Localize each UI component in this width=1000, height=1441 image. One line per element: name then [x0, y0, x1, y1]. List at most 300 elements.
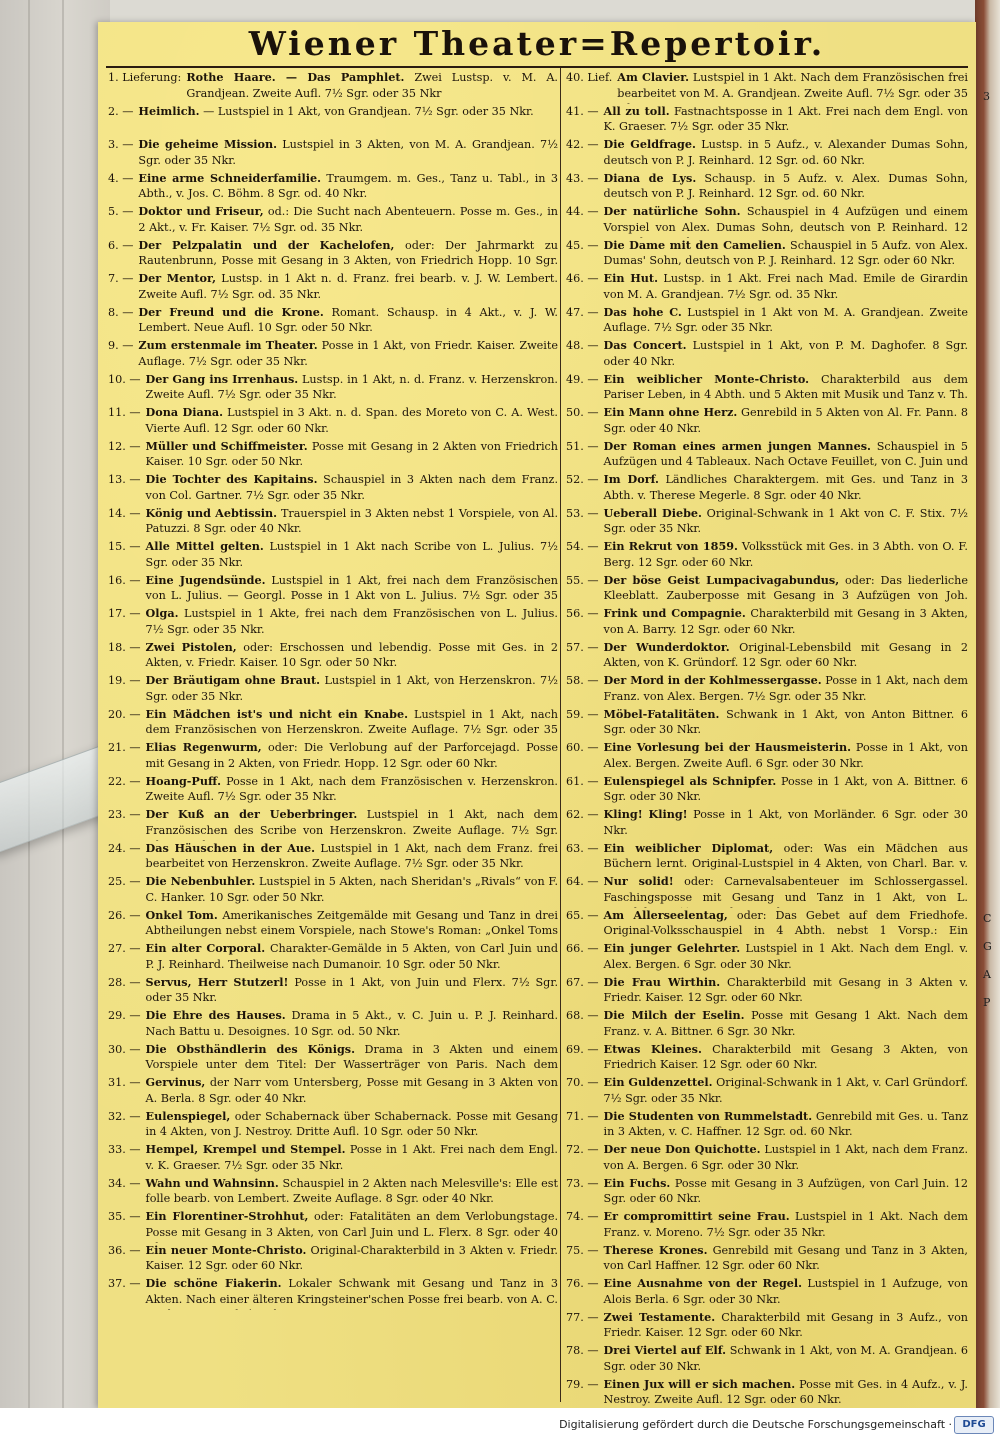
entry-number: 70. — [566, 1076, 599, 1089]
entry-number: 58. — [566, 674, 599, 687]
list-item [566, 539, 968, 573]
play-title: Doktor und Friseur, [138, 204, 264, 218]
play-title: Die schöne Fiakerin. [145, 1276, 282, 1290]
entry-body [604, 640, 968, 674]
list-item [566, 1008, 968, 1042]
play-title: Heimlich. [138, 103, 200, 118]
entry-number: 45. — [566, 238, 599, 252]
entry-number: 57. — [566, 640, 599, 654]
entry-number: 22. — [108, 774, 141, 788]
play-description: Lustspiel in 1 Akt, frei nach dem Französischen von L. Julius. — Georgl. Posse in 1 Akt von L. Julius. 7½ Sgr. oder 35 [145, 573, 558, 602]
entry-number: 49. — [566, 372, 599, 386]
right-column [566, 70, 968, 1410]
list-item [566, 137, 968, 171]
list-item [108, 70, 558, 104]
entry-number: 50. — [566, 406, 599, 419]
play-title: Rothe Haare. — Das Pamphlet. [186, 70, 405, 84]
play-title: Zum erstenmale im Theater. [138, 338, 318, 352]
play-description: Zwei Lustsp. v. M. A. Grandjean. Zweite Aufl. 7½ Sgr. oder 35 Nkr [186, 71, 558, 100]
entry-number: 17. — [108, 607, 141, 620]
entry-body [604, 774, 968, 808]
entry-body [146, 1042, 558, 1076]
column-divider [560, 68, 561, 1402]
play-title: Die Obsthändlerin des Königs. [145, 1041, 355, 1056]
list-item [108, 506, 558, 540]
entry-body [604, 104, 968, 138]
entry-number: 43. — [566, 171, 599, 185]
entry-number: 21. — [108, 741, 141, 754]
play-description: Ländliches Charaktergem. mit Ges. und Tanz in 3 Abth. v. Therese Megerle. 8 Sgr. oder 40 Nkr. [603, 473, 968, 502]
play-title: Eine Vorlesung bei der Hausmeisterin. [603, 740, 852, 754]
entry-body [138, 204, 558, 238]
entry-body [604, 1310, 968, 1344]
entry-body [604, 975, 968, 1009]
play-title: Nur solid! [603, 874, 674, 888]
entry-number: 66. — [566, 942, 599, 955]
entry-body [604, 271, 968, 305]
play-title: Dona Diana. [145, 405, 224, 419]
entry-number: 44. — [566, 205, 599, 218]
play-title: Möbel-Fatalitäten. [603, 706, 720, 721]
play-description: Lustspiel in 1 Akt, von Herzenskron. 7½ Sgr. oder 35 Nkr. [145, 674, 558, 703]
list-item [566, 640, 968, 674]
play-title: Diana de Lys. [603, 170, 697, 185]
entry-number: 26. — [108, 908, 141, 922]
play-title: Zwei Pistolen, [145, 639, 237, 654]
entry-body [146, 774, 558, 808]
list-item [566, 204, 968, 238]
entry-body [604, 874, 968, 908]
list-item [108, 774, 558, 808]
play-description: Drama in 3 Akten und einem Vorspiele unter dem Titel: Der Wasserträger von Paris. Nach dem [145, 1042, 558, 1071]
list-item [108, 171, 558, 205]
play-title: Etwas Kleines. [603, 1041, 702, 1056]
dfg-logo: DFG [954, 1416, 994, 1434]
edge-fragment: G [983, 940, 992, 953]
play-description: Lustspiel in 1 Akt, nach dem Franz. von A. Bergen. 6 Sgr. oder 30 Nkr. [603, 1143, 968, 1172]
entry-body [138, 338, 558, 372]
entry-number: 27. — [108, 942, 141, 955]
list-item [566, 305, 968, 339]
play-description: Volksstück mit Ges. in 3 Abth. von O. F. Berg. 12 Sgr. oder 60 Nkr. [603, 540, 968, 569]
play-description: Posse in 1 Akt, von Juin und Flerx. 7½ Sgr. oder 35 Nkr. [145, 975, 558, 1004]
list-item [108, 539, 558, 573]
list-item [566, 606, 968, 640]
entry-number: 41. — [566, 104, 599, 118]
entry-body [146, 640, 558, 674]
list-item [108, 271, 558, 305]
play-title: Die Studenten von Rummelstadt. [603, 1108, 813, 1123]
play-description: Posse in 1 Akt, nach dem Franz. von Alex. Bergen. 7½ Sgr. oder 35 Nkr. [603, 674, 968, 703]
entry-body [138, 271, 558, 305]
list-item [566, 908, 968, 942]
list-item [108, 975, 558, 1009]
entry-body [146, 1243, 558, 1277]
list-item [108, 606, 558, 640]
play-title: Frink und Compagnie. [603, 606, 746, 620]
play-description: Lokaler Schwank mit Gesang und Tanz in 3 Akten. Nach einer älteren Kringsteiner'schen Posse frei bearb. von A. C. [145, 1277, 558, 1306]
list-item [108, 740, 558, 774]
list-item [566, 941, 968, 975]
entry-number: 18. — [108, 640, 141, 654]
entry-number: 16. — [108, 573, 141, 587]
entry-body [146, 573, 558, 607]
list-item [108, 841, 558, 875]
play-title: Wahn und Wahnsinn. [145, 1175, 279, 1190]
play-description: oder: Erschossen und lebendig. Posse mit Ges. in 2 Akten, v. Friedr. Kaiser. 10 Sgr. oder 50 Nkr. [145, 640, 558, 669]
play-description: oder Schabernack über Schabernack. Posse mit Gesang in 4 Akten, von J. Nestroy. Dritte Aufl. 10 Sgr. oder 50 Nkr. [145, 1109, 558, 1138]
play-title: Die Nebenbuhler. [145, 874, 256, 888]
entry-body [604, 238, 968, 272]
entry-body [138, 137, 558, 171]
play-title: Müller und Schiffmeister. [145, 438, 308, 453]
play-description: Posse mit Gesang in 3 Aufzügen, von Carl Juin. 12 Sgr. oder 60 Nkr. [603, 1176, 968, 1205]
play-title: Das hohe C. [603, 304, 682, 319]
entry-number: 13. — [108, 473, 141, 486]
board-edge [62, 0, 64, 1408]
play-description: oder: Der Jahrmarkt zu Rautenbrunn, Posse mit Gesang in 3 Akten, von Friedrich Hopp. 10 Sgr. [138, 238, 558, 267]
entry-body [146, 405, 558, 439]
play-title: Der natürliche Sohn. [603, 204, 741, 218]
list-item [108, 908, 558, 942]
play-description: Lustspiel in 1 Akt, nach dem Französischen von Herzenskron. Zweite Auflage. 7½ Sgr. oder 35 [145, 707, 558, 736]
list-item [108, 439, 558, 473]
play-title: Der Gang ins Irrenhaus. [145, 371, 299, 386]
entry-body [186, 70, 558, 104]
list-item [566, 1209, 968, 1243]
list-item [566, 1343, 968, 1377]
entry-number: 56. — [566, 607, 599, 620]
play-description: Trauerspiel in 3 Akten nebst 1 Vorspiele, von Al. Patuzzi. 8 Sgr. oder 40 Nkr. [145, 506, 558, 535]
entry-body [604, 1276, 968, 1310]
entry-body [146, 472, 558, 506]
entry-number: 19. — [108, 674, 141, 687]
play-description: Schauspiel in 2 Akten nach Melesville's: Elle est folle bearb. von Lembert. Zweite Auflage. 8 Sgr. oder 40 Nkr. [145, 1176, 558, 1205]
list-item [566, 104, 968, 138]
list-item [108, 941, 558, 975]
entry-body [604, 1343, 968, 1377]
entry-body [146, 807, 558, 841]
play-description: Charakterbild mit Gesang in 3 Aufz., von Friedr. Kaiser. 12 Sgr. oder 60 Nkr. [603, 1310, 968, 1339]
play-description: Schauspiel in 5 Aufzügen und 4 Tableaux. Nach Octave Feuillet, von C. Juin und [603, 439, 968, 468]
play-description: oder: Fatalitäten an dem Verlobungstage. Posse mit Gesang in 3 Akten, von Carl Juin und L. Flerx. 8 Sgr. oder 40 [145, 1210, 558, 1239]
play-title: Die Geldfrage. [603, 137, 696, 151]
play-description: Original-Schwank in 1 Akt von C. F. Stix. 7½ Sgr. oder 35 Nkr. [603, 506, 968, 535]
list-item [566, 673, 968, 707]
play-title: Er compromittirt seine Frau. [603, 1209, 790, 1223]
entry-body [146, 606, 558, 640]
entry-number: 75. — [566, 1243, 599, 1257]
entry-number: 79. — [566, 1377, 599, 1391]
play-description: Posse in 1 Akt, von Friedr. Kaiser. Zweite Auflage. 7½ Sgr. oder 35 Nkr. [138, 339, 558, 368]
play-title: Ein alter Corporal. [145, 941, 266, 955]
entry-number: 73. — [566, 1176, 599, 1190]
list-item [108, 1243, 558, 1277]
play-title: Hoang-Puff. [145, 773, 222, 788]
play-title: Ein Guldenzettel. [603, 1075, 713, 1089]
play-title: Die Frau Wirthin. [603, 974, 721, 989]
play-description: Schauspiel in 4 Aufzügen und einem Vorspiel von Alex. Dumas Sohn, deutsch von P. Reinhard. 12 [603, 205, 968, 234]
left-binding-board [0, 0, 110, 1408]
play-description: Posse in 1 Akt, von Morländer. 6 Sgr. oder 30 Nkr. [603, 808, 968, 837]
play-description: Lustspiel in 1 Akt, nach dem Französischen des Scribe von Herzenskron. Zweite Auflage. 7½ Sgr. [145, 808, 558, 837]
entry-number: 52. — [566, 473, 599, 486]
play-title: Servus, Herr Stutzerl! [145, 974, 289, 989]
play-title: Onkel Tom. [145, 907, 218, 922]
play-description: Schwank in 1 Akt, von M. A. Grandjean. 6 Sgr. oder 30 Nkr. [603, 1344, 968, 1373]
list-item [566, 439, 968, 473]
entry-body [604, 1377, 968, 1411]
play-description: Lustspiel in 3 Akt. n. d. Span. des Moreto von C. A. West. Vierte Aufl. 12 Sgr. oder 60 Nkr. [145, 406, 558, 435]
list-item [566, 1075, 968, 1109]
list-item [108, 573, 558, 607]
play-description: Genrebild mit Ges. u. Tanz in 3 Akten, v. C. Haffner. 12 Sgr. od. 60 Nkr. [603, 1109, 968, 1138]
entry-body [146, 1075, 558, 1109]
play-description: Lustspiel in 1 Akt nach Scribe von L. Julius. 7½ Sgr. oder 35 Nkr. [145, 540, 558, 569]
entry-number: 68. — [566, 1009, 599, 1022]
entry-body [604, 1008, 968, 1042]
entry-number: 29. — [108, 1009, 141, 1022]
entry-body [138, 171, 558, 205]
entry-body [146, 841, 558, 875]
list-item [108, 137, 558, 171]
play-title: Die Dame mit den Camelien. [603, 237, 786, 252]
list-item [108, 472, 558, 506]
play-title: Gervinus, [145, 1075, 206, 1089]
list-item [566, 707, 968, 741]
entry-body [146, 1209, 558, 1243]
play-title: Das Concert. [603, 338, 687, 352]
play-title: Die Tochter des Kapitains. [145, 472, 318, 486]
entry-number: 78. — [566, 1344, 599, 1357]
entry-body [604, 606, 968, 640]
play-title: Ein neuer Monte-Christo. [145, 1242, 307, 1257]
list-item [566, 338, 968, 372]
entry-body [146, 372, 558, 406]
list-item [108, 1008, 558, 1042]
play-description: Romant. Schausp. in 4 Akt., v. J. W. Lembert. Neue Aufl. 10 Sgr. oder 50 Nkr. [138, 305, 558, 334]
entry-number: 47. — [566, 305, 599, 319]
play-description: Original-Charakterbild in 3 Akten v. Friedr. Kaiser. 12 Sgr. oder 60 Nkr. [145, 1243, 558, 1272]
play-title: Der Roman eines armen jungen Mannes. [603, 438, 871, 453]
entry-body [604, 1142, 968, 1176]
list-item [566, 1176, 968, 1210]
entry-number: 63. — [566, 841, 599, 855]
entry-body [604, 372, 968, 406]
play-title: All zu toll. [603, 103, 670, 118]
play-title: Einen Jux will er sich machen. [603, 1376, 796, 1391]
play-title: König und Aebtissin. [145, 505, 278, 520]
play-title: Ein Mann ohne Herz. [603, 405, 738, 419]
play-title: Der Mord in der Kohlmessergasse. [603, 673, 822, 687]
play-title: Ein Florentiner-Strohhut, [145, 1209, 309, 1223]
right-page-edge [975, 0, 1000, 1408]
entry-body [604, 908, 968, 942]
entry-body [146, 1176, 558, 1210]
entry-body [146, 673, 558, 707]
play-title: Eine Jugendsünde. [145, 572, 266, 587]
entry-number: 23. — [108, 808, 141, 821]
play-title: Olga. [145, 606, 179, 620]
play-title: Am Allerseelentag, [603, 907, 728, 922]
list-item [566, 171, 968, 205]
footer-bar [0, 1408, 1000, 1441]
list-item [566, 271, 968, 305]
list-item [566, 975, 968, 1009]
entry-body [604, 673, 968, 707]
play-title: Der böse Geist Lumpacivagabundus, [603, 572, 840, 587]
entry-number: 69. — [566, 1042, 599, 1056]
entry-number: 53. — [566, 506, 599, 520]
entry-number: 30. — [108, 1042, 141, 1056]
entry-body [604, 807, 968, 841]
entry-number: 62. — [566, 808, 599, 821]
play-description: Posse in 1 Akt, von Alex. Bergen. Zweite Aufl. 6 Sgr. oder 30 Nkr. [603, 741, 968, 770]
list-item [108, 1109, 558, 1143]
entry-number: 54. — [566, 540, 599, 553]
list-item [566, 774, 968, 808]
entry-body [604, 1075, 968, 1109]
play-description: Schwank in 1 Akt, von Anton Bittner. 6 Sgr. oder 30 Nkr. [603, 707, 968, 736]
entry-number: 31. — [108, 1076, 141, 1089]
entry-body [604, 941, 968, 975]
play-description: oder: Die Verlobung auf der Parforcejagd. Posse mit Gesang in 2 Akten, von Friedr. Hopp. 12 Sgr. oder 60 Nkr. [145, 741, 558, 770]
list-item [108, 1042, 558, 1076]
entry-number: 40. Lief. [566, 71, 613, 84]
entry-body [604, 573, 968, 607]
play-title: Die geheime Mission. [138, 137, 277, 151]
list-item [108, 238, 558, 272]
list-item [566, 1276, 968, 1310]
entry-number: 11. — [108, 406, 141, 419]
list-item [108, 1209, 558, 1243]
play-description: Genrebild mit Gesang und Tanz in 3 Akten, von Carl Haffner. 12 Sgr. oder 60 Nkr. [603, 1243, 968, 1272]
play-description: Lustspiel in 1 Akt. Nach dem Franz. v. Moreno. 7½ Sgr. oder 35 Nkr. [603, 1210, 968, 1239]
entry-number: 37. — [108, 1277, 141, 1290]
list-item [566, 472, 968, 506]
list-item [108, 707, 558, 741]
entry-number: 74. — [566, 1210, 599, 1223]
list-item [566, 1377, 968, 1411]
entry-number: 15. — [108, 540, 141, 553]
play-description: Lustspiel in 1 Akte, frei nach dem Französischen von L. Julius. 7½ Sgr. oder 35 Nkr. [145, 607, 558, 636]
edge-fragment: A [983, 968, 991, 981]
play-description: oder: Das liederliche Kleeblatt. Zauberposse mit Gesang in 3 Aufzügen von Joh. [603, 573, 968, 602]
entry-number: 55. — [566, 573, 599, 587]
entry-body [146, 506, 558, 540]
entry-number: 71. — [566, 1109, 599, 1123]
play-description: Charakterbild mit Gesang 3 Akten, von Friedrich Kaiser. 12 Sgr. oder 60 Nkr. [603, 1042, 968, 1071]
entry-body [604, 204, 968, 238]
play-title: Ein Rekrut von 1859. [603, 539, 738, 553]
play-title: Kling! Kling! [603, 807, 688, 821]
entry-number: 10. — [108, 372, 141, 386]
play-description: Lustspiel in 1 Akt von M. A. Grandjean. Zweite Auflage. 7½ Sgr. oder 35 Nkr. [603, 305, 968, 334]
list-item [108, 673, 558, 707]
play-description: Drama in 5 Akt., v. C. Juin u. P. J. Reinhard. Nach Battu u. Desoignes. 10 Sgr. od. 50 Nkr. [145, 1009, 558, 1038]
list-item [566, 506, 968, 540]
play-title: Ein Fuchs. [603, 1175, 671, 1190]
play-title: Die Ehre des Hauses. [145, 1008, 286, 1022]
entry-number: 77. — [566, 1310, 599, 1324]
entry-number: 8. — [108, 305, 134, 319]
entry-number: 61. — [566, 774, 599, 788]
play-title: Hempel, Krempel und Stempel. [145, 1142, 346, 1156]
list-item [108, 640, 558, 674]
entry-body [604, 707, 968, 741]
list-item [566, 573, 968, 607]
play-description: Schauspiel in 5 Aufz. von Alex. Dumas' Sohn, deutsch von P. J. Reinhard. 12 Sgr. oder 60 Nkr. [603, 238, 968, 267]
play-description: Lustspiel in 1 Akt, von P. M. Daghofer. 8 Sgr. oder 40 Nkr. [603, 339, 968, 368]
entry-body [146, 1008, 558, 1042]
play-description: Genrebild in 5 Akten von Al. Fr. Pann. 8 Sgr. oder 40 Nkr. [603, 406, 968, 435]
entry-body [617, 70, 968, 104]
entry-body [604, 1209, 968, 1243]
play-description: Charakterbild mit Gesang in 3 Akten, von A. Barry. 12 Sgr. oder 60 Nkr. [603, 607, 968, 636]
entry-number: 67. — [566, 975, 599, 989]
play-description: od.: Die Sucht nach Abenteuern. Posse m. Ges., in 2 Akt., v. Fr. Kaiser. 7½ Sgr. od. 35 Nkr. [138, 205, 558, 234]
entry-number: 4. — [108, 171, 134, 185]
entry-number: 35. — [108, 1210, 141, 1223]
list-item [566, 874, 968, 908]
entry-body [146, 1142, 558, 1176]
list-item [108, 104, 558, 138]
play-description: Lustspiel in 1 Akt. Nach dem Engl. v. Alex. Bergen. 6 Sgr. oder 30 Nkr. [603, 942, 968, 971]
play-description: — Lustspiel in 1 Akt, von Grandjean. 7½ Sgr. oder 35 Nkr. [203, 104, 534, 118]
list-item [566, 405, 968, 439]
play-title: Der Wunderdoktor. [603, 639, 730, 654]
play-title: Eine arme Schneiderfamilie. [138, 170, 322, 185]
play-title: Eine Ausnahme von der Regel. [603, 1276, 803, 1290]
play-description: Charakterbild mit Gesang in 3 Akten v. Friedr. Kaiser. 12 Sgr. oder 60 Nkr. [603, 975, 968, 1004]
entry-number: 28. — [108, 975, 141, 989]
play-description: Schausp. in 5 Aufz. v. Alex. Dumas Sohn, deutsch von P. J. Reinhard. 12 Sgr. od. 60 Nkr. [603, 171, 968, 200]
list-item [566, 1042, 968, 1076]
play-title: Ein weiblicher Monte-Christo. [603, 371, 809, 386]
entry-number: 7. — [108, 272, 134, 285]
entry-body [604, 1042, 968, 1076]
play-description: Original-Schwank in 1 Akt, v. Carl Gründorf. 7½ Sgr. oder 35 Nkr. [603, 1076, 968, 1105]
play-title: Der Kuß an der Ueberbringer. [145, 807, 358, 821]
play-title: Die Milch der Eselin. [603, 1008, 745, 1022]
entry-number: 3. — [108, 138, 134, 151]
play-description: Lustspiel in 1 Akt. Nach dem Französischen frei bearbeitet von M. A. Grandjean. Zweite Aufl. 7½ Sgr. oder 35 [617, 71, 968, 100]
play-description: Schauspiel in 3 Akten nach dem Franz. von Col. Gartner. 7½ Sgr. oder 35 Nkr. [145, 473, 558, 502]
play-description: Lustsp. in 1 Akt. Frei nach Mad. Emile de Girardin von M. A. Grandjean. 7½ Sgr. od. 35 Nkr. [603, 272, 968, 301]
play-description: oder: Was ein Mädchen aus Büchern lernt. Original-Lustspiel in 4 Akten, von Charl. Bar. v. [603, 841, 968, 870]
play-description: Posse mit Gesang in 2 Akten von Friedrich Kaiser. 10 Sgr. oder 50 Nkr. [145, 439, 558, 468]
entry-body [138, 305, 558, 339]
footer-note: Digitalisierung gefördert durch die Deutsche Forschungsgemeinschaft · [559, 1418, 952, 1431]
entry-body [146, 975, 558, 1009]
entry-body [138, 104, 558, 138]
play-title: Zwei Testamente. [603, 1309, 716, 1324]
list-item [108, 405, 558, 439]
entry-number: 36. — [108, 1243, 141, 1257]
entry-number: 76. — [566, 1277, 599, 1290]
entry-body [146, 941, 558, 975]
entry-body [604, 506, 968, 540]
play-title: Der Freund und die Krone. [138, 304, 324, 319]
play-description: Lustspiel in 1 Akt, nach dem Franz. frei bearbeitet von Herzenskron. Zweite Auflage. 7½ Sgr. oder 35 Nkr. [145, 841, 558, 870]
play-description: Posse in 1 Akt, von A. Bittner. 6 Sgr. oder 30 Nkr. [603, 774, 968, 803]
list-item [566, 70, 968, 104]
list-item [108, 1276, 558, 1310]
play-description: Lustsp. in 5 Aufz., v. Alexander Dumas Sohn, deutsch von P. J. Reinhard. 12 Sgr. od. 60 Nkr. [603, 138, 968, 167]
board-edge [28, 0, 30, 1408]
left-column [108, 70, 558, 1310]
entry-number: 12. — [108, 439, 141, 453]
